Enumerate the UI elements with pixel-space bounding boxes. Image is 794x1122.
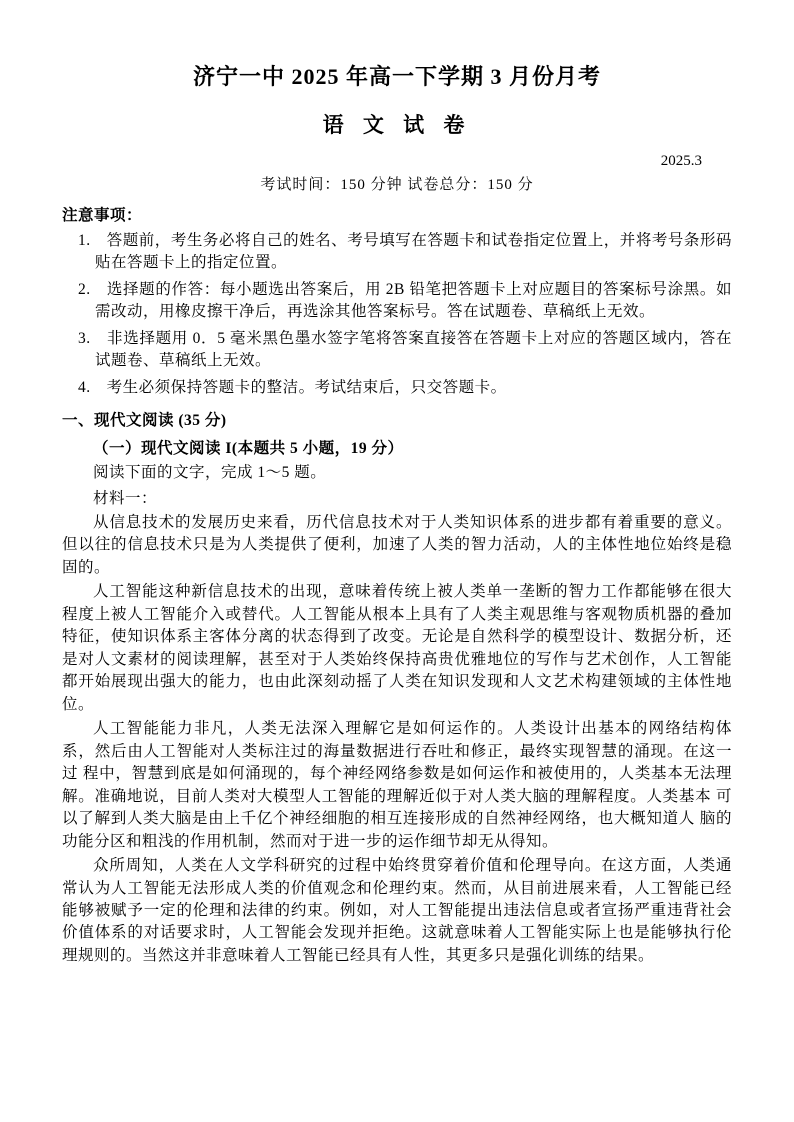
notice-item-3: 3. 非选择题用 0．5 毫米黑色墨水签字笔将答案直接答在答题卡上对应的答题区域内，答在试题卷、草稿纸上无效。 <box>78 330 732 369</box>
material-paragraph-2: 人工智能这种新信息技术的出现，意味着传统上被人类单一垄断的智力工作都能够在很大程度上被人工智能介入或替代。人工智能从根本上具有了人类主观思维与客观物质机器的叠加特征，使知识体系主客体分离的状态得到了改变。无论是自然科学的模型设计、数据分析，还是对人文素材的阅读理解，甚至对于人类始终保持高贵优雅地位的写作与艺术创作，人工智能都开始展现出强大的能力，也由此深刻动摇了人类在知识发现和人文艺术构建领域的主体性地位。 <box>62 583 732 713</box>
exam-time-and-score-info: 考试时间：150 分钟 试卷总分：150 分 <box>260 177 534 193</box>
exam-subject-title: 语 文 试 卷 <box>322 113 472 137</box>
notice-item-2: 2. 选择题的作答：每小题选出答案后，用 2B 铅笔把答题卡上对应题目的答案标号涂黑。如需改动，用橡皮擦干净后，再选涂其他答案标号。答在试题卷、草稿纸上无效。 <box>78 281 732 320</box>
material-paragraph-3: 人工智能能力非凡，人类无法深入理解它是如何运作的。人类设计出基本的网络结构体系，然后由人工智能对人类标注过的海量数据进行吞吐和修正，最终实现智慧的涌现。在这一过 程中，智慧到底是如何涌现的，每个神经网络参数是如何运作和被使用的，人类基本无法理 解。准确地说，目前人类对大模型人工智能的理解近似于对人类大脑的理解程度。人类基本 可以了解到人类大脑是由上千亿个神经细胞的相互连接形成的自然神经网络，也大概知道人 脑的功能分区和粗浅的作用机制，然而对于进一步的运作细节却无从得知。 <box>62 720 732 850</box>
material-paragraph-4: 众所周知，人类在人文学科研究的过程中始终贯穿着价值和伦理导向。在这方面，人类通常认为人工智能无法形成人类的价值观念和伦理约束。然而，从目前进展来看，人工智能已经能够被赋予一定的伦理和法律的约束。例如，对人工智能提出违法信息或者宣扬严重违背社会价值体系的对话要求时，人工智能会发现并拒绝。这就意味着人工智能实际上也是能够执行伦理规则的。当然这并非意味着人工智能已经具有人性，其更多只是强化训练的结果。 <box>62 857 732 964</box>
notice-heading: 注意事项： <box>62 207 143 224</box>
subsection-heading-modern-reading-1: （一）现代文阅读 I(本题共 5 小题，19 分） <box>93 440 404 457</box>
notice-item-1: 1. 答题前，考生务必将自己的姓名、考号填写在答题卡和试卷指定位置上，并将考号条形码贴在答题卡上的指定位置。 <box>78 232 732 271</box>
material-one-label: 材料一： <box>93 490 158 507</box>
material-paragraph-1: 从信息技术的发展历史来看，历代信息技术对于人类知识体系的进步都有着重要的意义。但以往的信息技术只是为人类提供了便利，加速了人类的智力活动，人的主体性地位始终是稳固的。 <box>62 514 732 576</box>
reading-instruction: 阅读下面的文字，完成 1～5 题。 <box>93 464 327 481</box>
exam-title: 济宁一中 2025 年高一下学期 3 月份月考 <box>192 64 601 89</box>
section-heading-modern-reading: 一、现代文阅读 (35 分) <box>62 412 227 429</box>
exam-date: 2025.3 <box>660 153 702 169</box>
notice-item-4: 4. 考生必须保持答题卡的整洁。考试结束后，只交答题卡。 <box>78 379 507 396</box>
